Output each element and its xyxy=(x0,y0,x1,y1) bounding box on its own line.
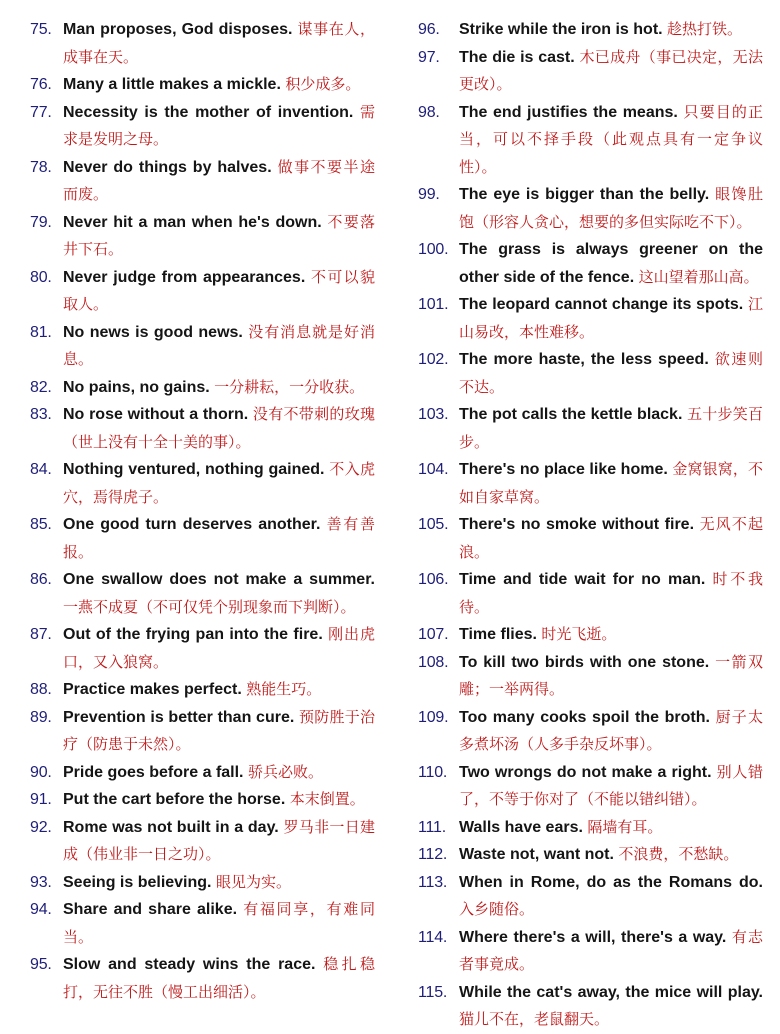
proverb-number: 110. xyxy=(418,763,448,781)
proverb-chinese: 眼见为实。 xyxy=(215,872,291,891)
proverb-english: While the cat's away, the mice will play. xyxy=(459,983,763,1001)
proverb-number: 109. xyxy=(418,708,449,726)
proverb-entry xyxy=(30,319,375,374)
proverb-entry xyxy=(418,869,763,924)
proverb-text xyxy=(63,374,375,402)
proverb-english: The pot calls the kettle black. xyxy=(459,406,683,423)
proverb-text xyxy=(63,401,375,456)
proverb-text xyxy=(459,759,763,814)
proverb-chinese: 熟能生巧。 xyxy=(246,680,322,698)
proverb-english: Walls have ears. xyxy=(459,818,583,836)
proverb-chinese: 需求是发明之母。 xyxy=(63,102,375,148)
proverb-number: 80. xyxy=(30,268,52,286)
proverb-number: 94. xyxy=(30,901,52,918)
proverb-number: 75. xyxy=(30,21,52,38)
proverb-chinese: 有志者事竟成。 xyxy=(459,927,763,973)
proverb-number: 114. xyxy=(418,928,448,946)
proverb-text xyxy=(63,676,375,704)
proverb-entry xyxy=(30,814,375,869)
proverb-english: The end justifies the means. xyxy=(459,103,678,121)
proverb-english: Nothing ventured, nothing gained. xyxy=(63,461,325,478)
proverb-text xyxy=(459,814,763,842)
proverb-chinese: 做事不要半途而废。 xyxy=(63,157,375,203)
proverb-entry xyxy=(30,456,375,511)
proverb-english: The eye is bigger than the belly. xyxy=(459,186,710,203)
proverb-entry xyxy=(30,759,375,787)
proverb-chinese: 不浪费，不愁缺。 xyxy=(618,845,739,863)
proverb-entry xyxy=(30,71,375,99)
proverb-text xyxy=(63,951,375,1006)
proverb-text xyxy=(459,841,763,869)
proverb-entry xyxy=(30,786,375,814)
proverb-text xyxy=(459,511,763,566)
proverb-chinese: 善有善报。 xyxy=(63,515,375,561)
proverb-chinese: 一分耕耘，一分收获。 xyxy=(214,377,365,396)
proverb-chinese: 猫儿不在，老鼠翻天。 xyxy=(459,1010,610,1028)
proverb-english: Waste not, want not. xyxy=(459,846,614,863)
proverb-chinese: 不可以貌取人。 xyxy=(63,267,375,313)
proverb-number: 99. xyxy=(418,186,440,203)
proverb-entry xyxy=(418,511,763,566)
left-column xyxy=(30,16,375,1006)
proverb-number: 81. xyxy=(30,323,52,341)
proverb-chinese: 积少成多。 xyxy=(285,75,361,93)
proverb-chinese: 眼馋肚饱（形容人贪心，想要的多但实际吃不下）。 xyxy=(459,185,763,231)
proverb-number: 111. xyxy=(418,818,446,836)
proverb-english: Prevention is better than cure. xyxy=(63,708,295,726)
proverb-chinese: 隔墙有耳。 xyxy=(587,817,663,836)
proverb-entry xyxy=(418,236,763,291)
proverb-text xyxy=(459,704,763,759)
proverb-text xyxy=(63,99,375,154)
proverb-english: Put the cart before the horse. xyxy=(63,791,286,808)
proverb-number: 84. xyxy=(30,461,52,478)
proverb-english: Never judge from appearances. xyxy=(63,268,306,286)
proverb-english: Never hit a man when he's down. xyxy=(63,213,322,231)
proverb-entry xyxy=(418,181,763,236)
proverb-text xyxy=(459,979,763,1034)
proverb-entry xyxy=(30,869,375,897)
proverb-english: Out of the frying pan into the fire. xyxy=(63,626,323,643)
proverb-number: 112. xyxy=(418,846,448,863)
proverb-chinese: 趁热打铁。 xyxy=(667,20,743,38)
proverb-number: 102. xyxy=(418,351,449,368)
proverb-entry xyxy=(30,621,375,676)
proverb-number: 86. xyxy=(30,571,52,588)
proverb-text xyxy=(63,786,375,814)
proverb-chinese: 欲速则不达。 xyxy=(459,350,763,396)
proverb-number: 77. xyxy=(30,103,52,121)
proverb-number: 115. xyxy=(418,983,448,1001)
proverb-text xyxy=(63,869,375,897)
proverb-chinese: 金窝银窝，不如自家草窝。 xyxy=(459,460,763,506)
proverb-text xyxy=(459,99,763,182)
proverb-number: 78. xyxy=(30,158,52,176)
proverb-chinese: 骄兵必败。 xyxy=(247,762,323,781)
proverb-english: Two wrongs do not make a right. xyxy=(459,763,712,781)
proverb-number: 83. xyxy=(30,406,52,423)
proverb-entry xyxy=(418,16,763,44)
proverb-number: 89. xyxy=(30,708,52,726)
proverb-english: One good turn deserves another. xyxy=(63,516,321,533)
proverb-english: Practice makes perfect. xyxy=(63,681,242,698)
proverb-text xyxy=(459,869,763,924)
proverb-entry xyxy=(418,649,763,704)
proverb-english: Rome was not built in a day. xyxy=(63,818,279,836)
proverb-text xyxy=(459,16,763,44)
proverb-chinese: 入乡随俗。 xyxy=(459,900,535,918)
proverb-text xyxy=(459,291,763,346)
proverb-chinese: 没有消息就是好消息。 xyxy=(63,322,375,368)
proverb-text xyxy=(459,924,763,979)
proverb-english: To kill two birds with one stone. xyxy=(459,653,710,671)
proverb-chinese: 预防胜于治疗（防患于未然）。 xyxy=(63,707,375,753)
proverb-entry xyxy=(30,511,375,566)
proverb-entry xyxy=(418,346,763,401)
proverb-chinese: 无风不起浪。 xyxy=(459,515,763,561)
proverb-chinese: 有福同享，有难同当。 xyxy=(63,900,375,946)
proverb-entry xyxy=(418,456,763,511)
proverb-chinese: 刚出虎口，又入狼窝。 xyxy=(63,625,375,671)
proverb-chinese: 这山望着那山高。 xyxy=(638,267,759,286)
proverb-entry xyxy=(30,209,375,264)
proverb-number: 107. xyxy=(418,626,449,643)
proverb-english: Seeing is believing. xyxy=(63,873,212,891)
proverb-chinese: 不入虎穴，焉得虎子。 xyxy=(63,460,375,506)
proverb-entry xyxy=(418,621,763,649)
proverb-text xyxy=(63,621,375,676)
proverb-english: No rose without a thorn. xyxy=(63,406,249,423)
proverb-chinese: 本末倒置。 xyxy=(289,790,365,808)
proverb-entry xyxy=(418,401,763,456)
proverb-english: No pains, no gains. xyxy=(63,378,210,396)
proverb-entry xyxy=(30,951,375,1006)
proverb-chinese: 稳扎稳打，无往不胜（慢工出细活）。 xyxy=(63,955,375,1001)
proverb-chinese: 一燕不成夏（不可仅凭个别现象而下判断）。 xyxy=(63,597,356,616)
proverb-english: One swallow does not make a summer. xyxy=(63,571,375,588)
proverb-number: 104. xyxy=(418,461,449,478)
proverb-english: The grass is always greener on the other side of the fence. xyxy=(459,241,763,286)
proverb-text xyxy=(63,704,375,759)
proverb-english: Man proposes, God disposes. xyxy=(63,21,293,38)
proverb-english: Share and share alike. xyxy=(63,901,238,918)
proverb-text xyxy=(63,511,375,566)
proverb-chinese: 一箭双雕；一举两得。 xyxy=(459,652,763,698)
proverb-english: Where there's a will, there's a way. xyxy=(459,928,727,946)
proverb-text xyxy=(63,896,375,951)
proverb-chinese: 江山易改，本性难移。 xyxy=(459,295,763,341)
proverb-number: 103. xyxy=(418,406,449,423)
proverb-chinese: 不要落井下石。 xyxy=(63,212,375,258)
proverb-english: There's no place like home. xyxy=(459,461,668,478)
proverb-chinese: 时不我待。 xyxy=(459,570,763,616)
proverb-number: 88. xyxy=(30,681,52,698)
proverb-entry xyxy=(30,264,375,319)
proverb-text xyxy=(63,16,375,71)
proverb-chinese: 别人错了，不等于你对了（不能以错纠错）。 xyxy=(459,762,763,808)
proverb-chinese: 木已成舟（事已决定，无法更改）。 xyxy=(459,47,763,93)
proverb-english: Time and tide wait for no man. xyxy=(459,571,706,588)
proverb-number: 108. xyxy=(418,653,449,671)
proverb-entry xyxy=(30,401,375,456)
proverb-entry xyxy=(418,566,763,621)
proverb-number: 95. xyxy=(30,956,52,973)
proverb-text xyxy=(63,319,375,374)
proverb-entry xyxy=(30,704,375,759)
proverb-english: There's no smoke without fire. xyxy=(459,516,695,533)
proverb-entry xyxy=(30,566,375,621)
proverb-english: Slow and steady wins the race. xyxy=(63,956,316,973)
proverb-number: 79. xyxy=(30,213,52,231)
proverb-number: 82. xyxy=(30,378,52,396)
proverb-number: 93. xyxy=(30,873,52,891)
proverb-number: 98. xyxy=(418,103,440,121)
proverb-number: 87. xyxy=(30,626,52,643)
proverb-text xyxy=(63,814,375,869)
proverb-number: 92. xyxy=(30,818,52,836)
right-column xyxy=(418,16,763,1034)
proverb-text xyxy=(459,621,763,649)
proverb-entry xyxy=(418,924,763,979)
proverb-english: Pride goes before a fall. xyxy=(63,763,244,781)
proverb-english: Necessity is the mother of invention. xyxy=(63,103,354,121)
proverb-entry xyxy=(30,99,375,154)
proverb-entry xyxy=(418,704,763,759)
proverb-number: 106. xyxy=(418,571,449,588)
proverb-english: Too many cooks spoil the broth. xyxy=(459,708,710,726)
proverb-number: 90. xyxy=(30,763,52,781)
proverb-number: 96. xyxy=(418,21,440,38)
proverb-text xyxy=(63,154,375,209)
proverb-number: 85. xyxy=(30,516,52,533)
proverb-chinese: 只要目的正当，可以不择手段（此观点具有一定争议性）。 xyxy=(459,102,763,176)
proverb-chinese: 厨子太多煮坏汤（人多手杂反坏事）。 xyxy=(459,707,763,753)
proverb-text xyxy=(459,44,763,99)
proverb-text xyxy=(459,346,763,401)
proverb-entry xyxy=(30,896,375,951)
proverb-english: No news is good news. xyxy=(63,323,243,341)
proverb-chinese: 罗马非一日建成（伟业非一日之功）。 xyxy=(63,817,375,863)
proverb-entry xyxy=(418,979,763,1034)
proverb-text xyxy=(63,71,375,99)
proverb-entry xyxy=(418,291,763,346)
proverb-number: 100. xyxy=(418,241,449,258)
proverb-entry xyxy=(418,44,763,99)
proverb-chinese: 五十步笑百步。 xyxy=(459,405,763,451)
proverb-text xyxy=(459,649,763,704)
proverb-entry xyxy=(30,154,375,209)
proverb-entry xyxy=(418,759,763,814)
proverb-number: 97. xyxy=(418,48,440,66)
proverb-chinese: 谋事在人，成事在天。 xyxy=(63,20,375,66)
proverb-text xyxy=(459,401,763,456)
proverb-english: Never do things by halves. xyxy=(63,158,272,176)
proverb-entry xyxy=(418,841,763,869)
proverb-number: 105. xyxy=(418,516,449,533)
proverb-chinese: 时光飞逝。 xyxy=(541,625,617,643)
proverb-text xyxy=(459,236,763,291)
proverb-chinese: 没有不带刺的玫瑰（世上没有十全十美的事）。 xyxy=(63,405,375,451)
proverb-text xyxy=(459,566,763,621)
proverb-english: The more haste, the less speed. xyxy=(459,351,709,368)
proverb-entry xyxy=(418,814,763,842)
proverb-entry xyxy=(30,16,375,71)
proverb-english: The die is cast. xyxy=(459,48,575,66)
proverb-entry xyxy=(30,676,375,704)
proverb-english: Many a little makes a mickle. xyxy=(63,76,281,93)
proverb-number: 91. xyxy=(30,791,52,808)
proverb-entry xyxy=(30,374,375,402)
proverb-text xyxy=(459,456,763,511)
proverb-english: Strike while the iron is hot. xyxy=(459,21,663,38)
proverb-entry xyxy=(418,99,763,182)
proverb-text xyxy=(63,759,375,787)
proverb-number: 76. xyxy=(30,76,52,93)
proverb-text xyxy=(63,209,375,264)
proverb-number: 101. xyxy=(418,296,449,313)
proverb-text xyxy=(63,456,375,511)
proverb-english: The leopard cannot change its spots. xyxy=(459,296,744,313)
proverb-text xyxy=(63,566,375,621)
proverb-text xyxy=(63,264,375,319)
proverb-english: When in Rome, do as the Romans do. xyxy=(459,873,763,891)
proverb-text xyxy=(459,181,763,236)
proverb-number: 113. xyxy=(418,873,448,891)
proverb-english: Time flies. xyxy=(459,626,537,643)
